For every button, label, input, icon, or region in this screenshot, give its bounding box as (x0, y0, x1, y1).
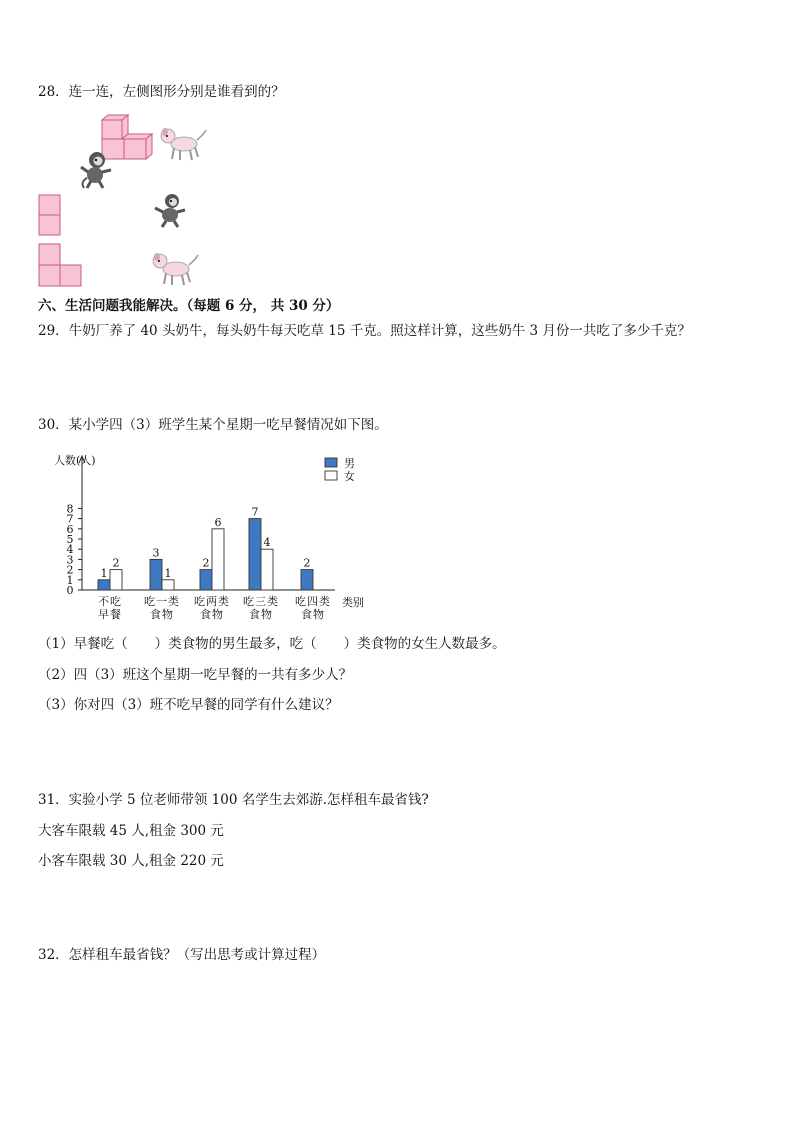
dog-icon (158, 126, 208, 162)
view-shape-l (38, 243, 84, 287)
bar-value-label: 7 (251, 505, 259, 519)
y-tick-label: 0 (66, 584, 74, 597)
q30-sub3: （3）你对四（3）班不吃早餐的同学有什么建议？ (38, 697, 339, 713)
bar (162, 580, 174, 590)
breakfast-bar-chart (40, 450, 380, 625)
legend-label: 男 (344, 457, 355, 470)
bar-value-label: 2 (112, 556, 120, 570)
section-heading: 六、生活问题我能解决。（每题 6 分， 共 30 分） (38, 298, 340, 314)
q31-text: 31．实验小学 5 位老师带领 100 名学生去郊游.怎样租车最省钱? (38, 792, 429, 808)
bar-value-label: 2 (202, 556, 210, 570)
category-label: 食物 (301, 608, 325, 621)
category-label: 不吃 (98, 595, 122, 608)
monkey-icon (152, 192, 188, 228)
q30-sub1: （1）早餐吃（ ）类食物的男生最多，吃（ ）类食物的女生人数最多。 (38, 636, 506, 652)
y-tick-label: 5 (66, 533, 74, 546)
legend-swatch (325, 471, 337, 480)
y-tick-label: 7 (66, 512, 74, 526)
q29-text: 29．牛奶厂养了 40 头奶牛，每头奶牛每天吃草 15 千克。照这样计算，这些奶牛 3 月份一共吃了多少千克？ (38, 323, 691, 339)
q31-line1: 大客车限载 45 人,租金 300 元 (38, 823, 224, 839)
bar (98, 580, 110, 590)
q32-text: 32．怎样租车最省钱？（写出思考或计算过程） (38, 947, 326, 963)
q30-sub2: （2）四（3）班这个星期一吃早餐的一共有多少人？ (38, 667, 353, 683)
bar-value-label: 6 (214, 515, 222, 529)
y-tick-label: 6 (66, 522, 74, 536)
legend-swatch (325, 458, 337, 467)
category-label: 早餐 (98, 608, 122, 621)
bar-value-label: 4 (263, 536, 271, 550)
category-label: 食物 (150, 608, 174, 621)
bar-value-label: 1 (164, 566, 172, 580)
category-label: 吃四类 (295, 595, 331, 608)
bar-value-label: 3 (152, 546, 160, 560)
bar-value-label: 1 (100, 566, 108, 580)
bar (150, 559, 162, 590)
y-tick-label: 8 (66, 502, 74, 516)
y-tick-label: 4 (66, 543, 74, 557)
category-label: 食物 (249, 608, 273, 621)
y-tick-label: 3 (66, 553, 74, 567)
dog-icon (150, 252, 200, 286)
monkey-icon (78, 150, 114, 190)
bar-value-label: 2 (303, 556, 311, 570)
q30-text: 30．某小学四（3）班学生某个星期一吃早餐情况如下图。 (38, 417, 388, 433)
bar (301, 570, 313, 590)
q31-line2: 小客车限载 30 人,租金 220 元 (38, 853, 224, 869)
bar (212, 529, 224, 590)
bar (110, 570, 122, 590)
bar (261, 549, 273, 590)
y-tick-label: 2 (66, 563, 74, 577)
view-shape-vertical (38, 194, 62, 236)
bar (200, 570, 212, 590)
legend-label: 女 (344, 470, 355, 483)
category-label: 吃一类 (144, 595, 180, 608)
y-tick-label: 1 (66, 573, 74, 587)
q28-prompt: 28．连一连，左侧图形分别是谁看到的？ (38, 84, 285, 100)
category-label: 食物 (200, 608, 224, 621)
category-label: 吃三类 (243, 595, 279, 608)
x-axis-label: 类别 (342, 596, 364, 609)
category-label: 吃两类 (194, 595, 230, 608)
bar (249, 519, 261, 590)
y-axis-label: 人数(人) (54, 454, 96, 467)
